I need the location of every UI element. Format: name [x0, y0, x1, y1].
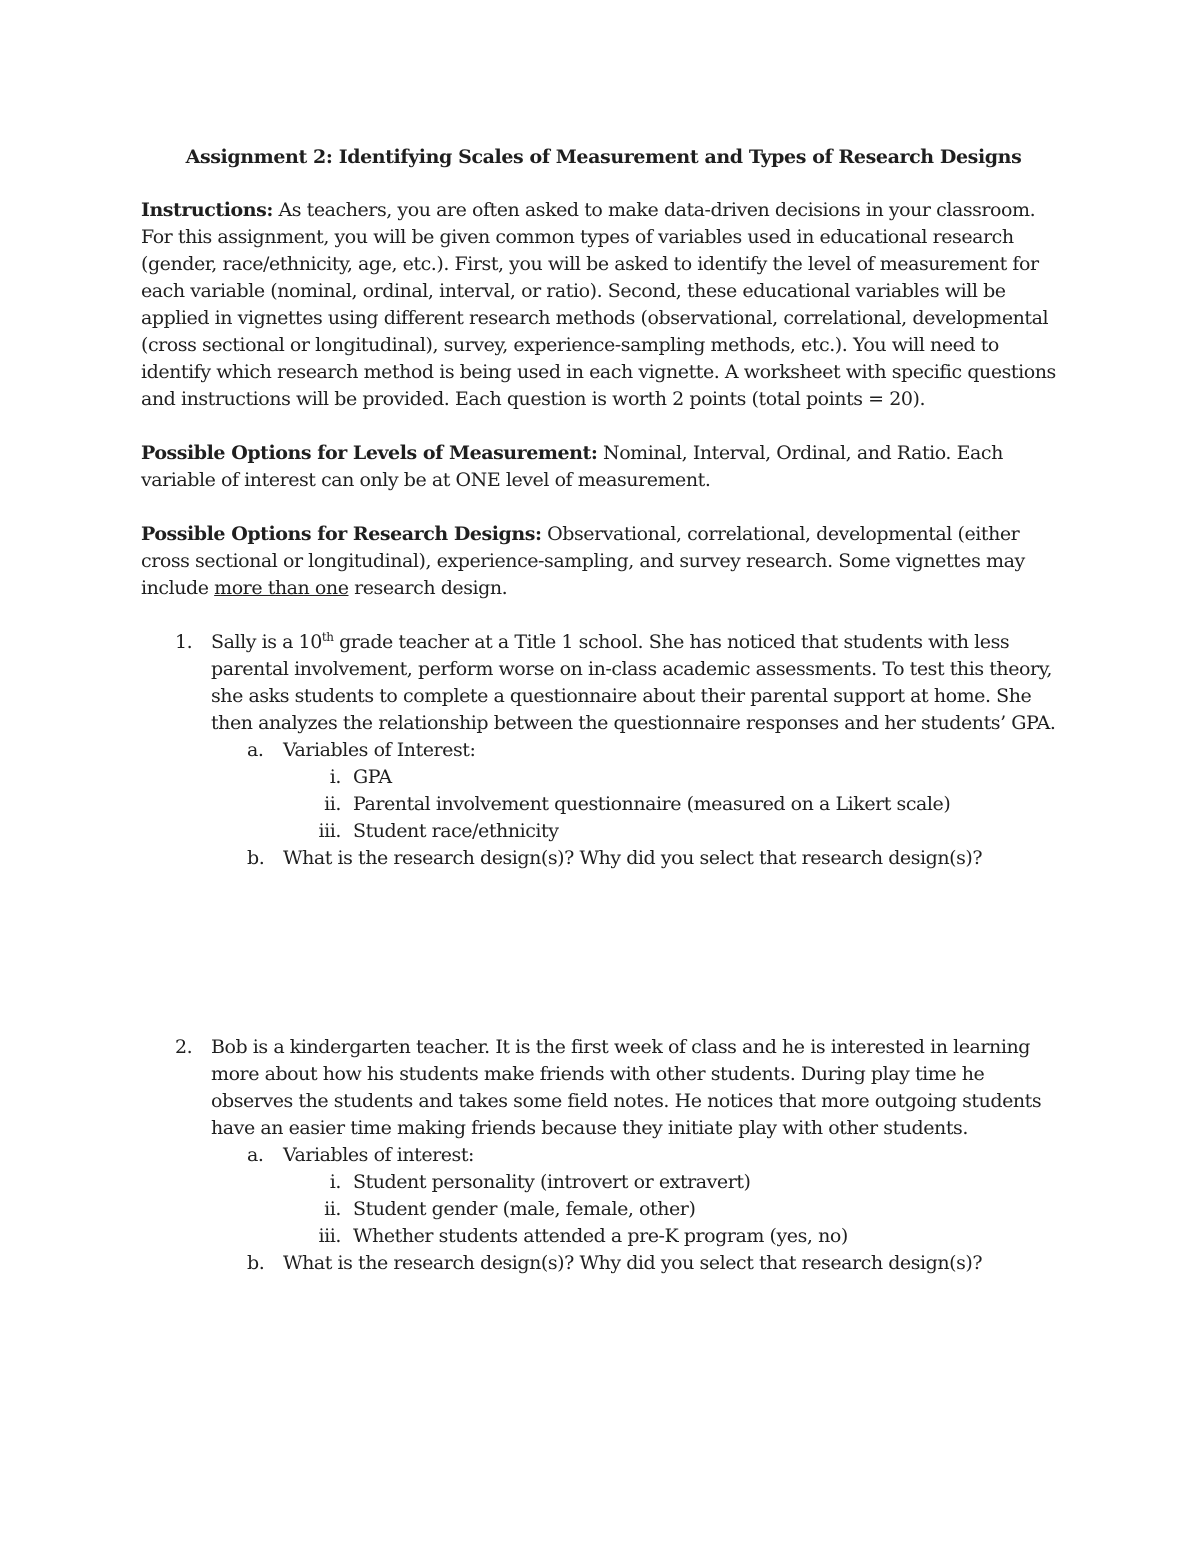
designs-paragraph — [141, 521, 1066, 602]
question-1-part-b — [141, 845, 1066, 872]
question-1-part-a-label: Variables of Interest: — [283, 739, 476, 761]
question-2-text: Bob is a kindergarten teacher. It is the first week of class and he is interested in learning more about how his students make friends with other students. During play time he observes the students and takes some field notes. He notices that more outgoing students have an easier time making friends because they initiate play with other students. — [211, 1036, 1042, 1139]
question-2-part-a-mark: a. — [247, 1144, 264, 1166]
answer-space[interactable] — [141, 872, 1066, 1034]
question-2-part-a-label: Variables of interest: — [283, 1144, 474, 1166]
question-1-text-after: grade teacher at a Title 1 school. She has noticed that students with less parental involvement, perform worse on in-class academic assessments. To test this theory, she asks students to complete a questionnaire about their parental support at home. She then analyzes the relationship between the questionnaire responses and her students’ GPA. — [211, 631, 1056, 734]
question-2-stem — [141, 1034, 1066, 1142]
levels-text: Nominal, Interval, Ordinal, and Ratio. Each variable of interest can only be at ONE level of measurement. — [141, 442, 1003, 491]
instructions-label: Instructions: — [141, 199, 273, 221]
instructions-text: As teachers, you are often asked to make data-driven decisions in your classroom. For this assignment, you will be given common types of variables used in educational research (gender, race/ethnicity, age, etc.). First, you will be asked to identify the level of measurement for each variable (nominal, ordinal, interval, or ratio). Second, these educational variables will be applied in vignettes using different research methods (observational, correlational, developmental (cross sectional or longitudinal), survey, experience-sampling methods, etc.). You will need to identify which research method is being used in each vignette. A worksheet with specific questions and instructions will be provided. Each question is worth 2 points (total points = 20). — [141, 199, 1056, 410]
question-1-variable-3 — [211, 818, 1066, 845]
question-1 — [141, 629, 1066, 872]
question-1-part-a-mark: a. — [247, 739, 264, 761]
variable-mark: iii. — [318, 1225, 341, 1247]
variable-text: Parental involvement questionnaire (measured on a Likert scale) — [353, 793, 951, 815]
question-1-number: 1. — [175, 631, 193, 653]
question-2-part-b — [141, 1250, 1066, 1277]
question-2-part-a-row — [211, 1142, 1066, 1169]
variable-text: Student gender (male, female, other) — [353, 1198, 696, 1220]
question-1-part-a-row — [211, 737, 1066, 764]
question-1-superscript: th — [321, 630, 334, 644]
variable-text: Student race/ethnicity — [353, 820, 559, 842]
question-1-part-a — [141, 737, 1066, 764]
designs-text-before: Observational, correlational, developmental (either cross sectional or longitudinal), experience-sampling, and survey research. Some vignettes may include — [141, 523, 1025, 599]
question-1-variables — [141, 764, 1066, 845]
question-2-part-b-row — [211, 1250, 1066, 1277]
document-page — [141, 144, 1066, 1277]
variable-mark: i. — [329, 766, 341, 788]
question-1-part-b-row — [211, 845, 1066, 872]
question-2-part-a — [141, 1142, 1066, 1169]
variable-mark: i. — [329, 1171, 341, 1193]
question-2-variable-1 — [211, 1169, 1066, 1196]
question-1-variable-2 — [211, 791, 1066, 818]
designs-text-after: research design. — [354, 577, 508, 599]
question-2-number: 2. — [175, 1036, 193, 1058]
question-1-part-b-text: What is the research design(s)? Why did you select that research design(s)? — [283, 847, 983, 869]
designs-label: Possible Options for Research Designs: — [141, 523, 542, 545]
variable-text: Whether students attended a pre-K program (yes, no) — [353, 1225, 848, 1247]
variable-mark: ii. — [324, 1198, 341, 1220]
variable-text: GPA — [353, 766, 392, 788]
levels-paragraph — [141, 440, 1066, 494]
question-2-variable-3 — [211, 1223, 1066, 1250]
question-1-part-b-mark: b. — [247, 847, 265, 869]
instructions-paragraph — [141, 197, 1066, 413]
question-2-variables — [141, 1169, 1066, 1250]
question-1-stem — [141, 629, 1066, 737]
question-2-variable-2 — [211, 1196, 1066, 1223]
question-1-variable-1 — [211, 764, 1066, 791]
levels-label: Possible Options for Levels of Measurement: — [141, 442, 598, 464]
variable-mark: iii. — [318, 820, 341, 842]
variable-mark: ii. — [324, 793, 341, 815]
designs-underlined-text: more than one — [214, 577, 349, 599]
question-2-part-b-mark: b. — [247, 1252, 265, 1274]
question-2 — [141, 1034, 1066, 1277]
variable-text: Student personality (introvert or extravert) — [353, 1171, 751, 1193]
question-2-part-b-text: What is the research design(s)? Why did you select that research design(s)? — [283, 1252, 983, 1274]
document-title: Assignment 2: Identifying Scales of Measurement and Types of Research Designs — [185, 146, 1022, 168]
question-1-text-before: Sally is a 10 — [211, 631, 322, 653]
